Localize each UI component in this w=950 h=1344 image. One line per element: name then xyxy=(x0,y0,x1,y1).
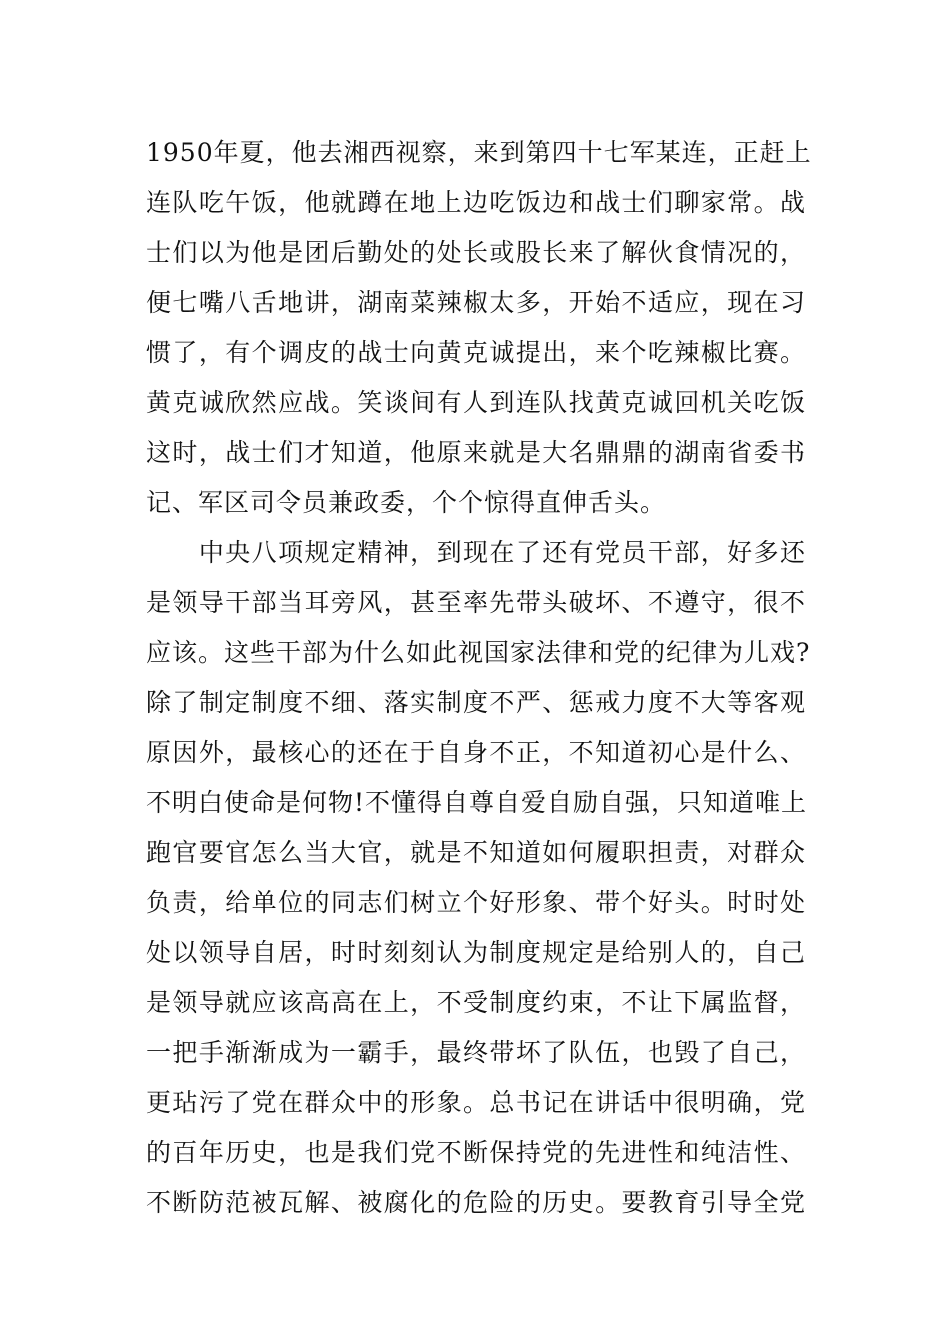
text-line: 更玷污了党在群众中的形象。总书记在讲话中很明确，党 xyxy=(146,1088,806,1117)
text-line: 跑官要官怎么当大官，就是不知道如何履职担责，对群众 xyxy=(146,838,806,867)
text-line: 这时，战士们才知道，他原来就是大名鼎鼎的湖南省委书 xyxy=(146,438,806,467)
text-line: 惯了，有个调皮的战士向黄克诚提出，来个吃辣椒比赛。 xyxy=(146,338,806,367)
document-body xyxy=(146,128,812,1228)
text-line: 士们以为他是团后勤处的处长或股长来了解伙食情况的， xyxy=(146,238,806,267)
text-line: 除了制定制度不细、落实制度不严、惩戒力度不大等客观 xyxy=(146,688,806,717)
text-line: 不明白使命是何物!不懂得自尊自爱自励自强，只知道唯上 xyxy=(146,788,808,817)
text-line: 的百年历史，也是我们党不断保持党的先进性和纯洁性、 xyxy=(146,1138,806,1167)
text-line: 应该。这些干部为什么如此视国家法律和党的纪律为儿戏? xyxy=(146,638,811,667)
paragraph-1 xyxy=(146,128,812,528)
text-line: 处以领导自居，时时刻刻认为制度规定是给别人的，自己 xyxy=(146,938,806,967)
text-line: 便七嘴八舌地讲，湖南菜辣椒太多，开始不适应，现在习 xyxy=(146,288,806,317)
text-line: 连队吃午饭，他就蹲在地上边吃饭边和战士们聊家常。战 xyxy=(146,188,806,217)
text-line: 不断防范被瓦解、被腐化的危险的历史。要教育引导全党 xyxy=(146,1188,806,1217)
text-line: 一把手渐渐成为一霸手，最终带坏了队伍，也毁了自己， xyxy=(146,1038,806,1067)
text-line: 黄克诚欣然应战。笑谈间有人到连队找黄克诚回机关吃饭 xyxy=(146,388,806,417)
text-line: 负责，给单位的同志们树立个好形象、带个好头。时时处 xyxy=(146,888,806,917)
text-line: 1950年夏，他去湘西视察，来到第四十七军某连，正赶上 xyxy=(146,138,812,167)
text-line: 原因外，最核心的还在于自身不正，不知道初心是什么、 xyxy=(146,738,806,767)
text-line: 中央八项规定精神，到现在了还有党员干部，好多还 xyxy=(146,538,806,567)
text-line: 记、军区司令员兼政委，个个惊得直伸舌头。 xyxy=(146,488,667,517)
paragraph-2 xyxy=(146,528,811,1228)
text-line: 是领导就应该高高在上，不受制度约束，不让下属监督， xyxy=(146,988,806,1017)
text-line: 是领导干部当耳旁风，甚至率先带头破坏、不遵守，很不 xyxy=(146,588,806,617)
